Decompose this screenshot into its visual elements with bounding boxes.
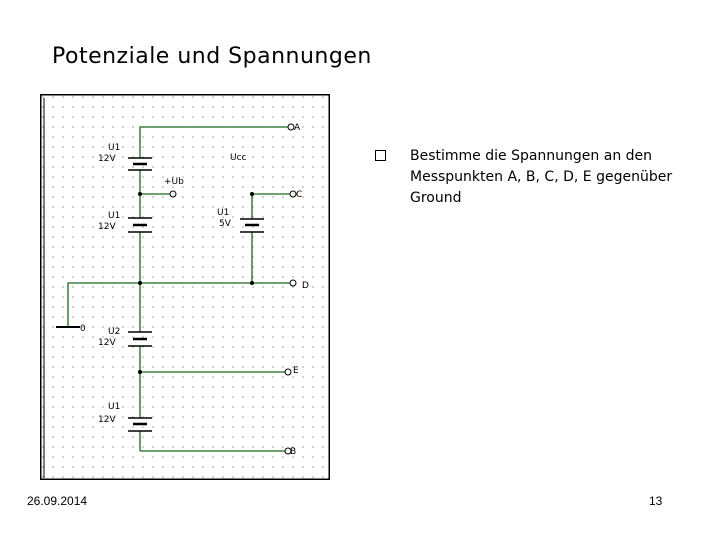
label-u1-mid-voltage: 12V <box>98 222 116 232</box>
schematic-grid <box>40 94 330 480</box>
label-u1-bottom-voltage: 12V <box>98 415 116 425</box>
junction-d-right <box>250 281 254 285</box>
label-ucc: Ucc <box>230 153 247 163</box>
label-node-a: A <box>294 123 301 133</box>
circuit-schematic <box>40 94 330 480</box>
terminal-d <box>290 280 296 286</box>
label-ub: +Ub <box>164 177 184 187</box>
junction-c <box>250 192 254 196</box>
label-node-d: D <box>302 281 309 291</box>
label-ground: 0 <box>80 324 86 334</box>
label-node-b: B <box>290 447 297 457</box>
slide-title: Potenziale und Spannungen <box>52 44 372 69</box>
terminal-ub <box>170 191 176 197</box>
label-u1-mid-name: U1 <box>108 211 121 221</box>
junction-ub <box>138 192 142 196</box>
label-u1-top-name: U1 <box>108 143 121 153</box>
footer-date: 26.09.2014 <box>27 494 88 508</box>
junction-d-left <box>138 281 142 285</box>
label-node-c: C <box>296 190 303 200</box>
label-node-e: E <box>293 366 299 376</box>
label-u2-voltage: 12V <box>98 338 116 348</box>
terminal-e <box>285 369 291 375</box>
label-u1-top-voltage: 12V <box>98 154 116 164</box>
label-u1-bottom-name: U1 <box>108 402 121 412</box>
footer-page-number: 13 <box>649 494 663 508</box>
junction-e <box>138 370 142 374</box>
label-u2-name: U2 <box>108 327 121 337</box>
hollow-square-bullet-icon <box>375 150 386 161</box>
bullet-text: Bestimme die Spannungen an den Messpunkten A, B, C, D, E gegenüber Ground <box>410 148 673 206</box>
label-u1-ucc-voltage: 5V <box>219 219 231 229</box>
label-u1-ucc-name: U1 <box>217 208 230 218</box>
